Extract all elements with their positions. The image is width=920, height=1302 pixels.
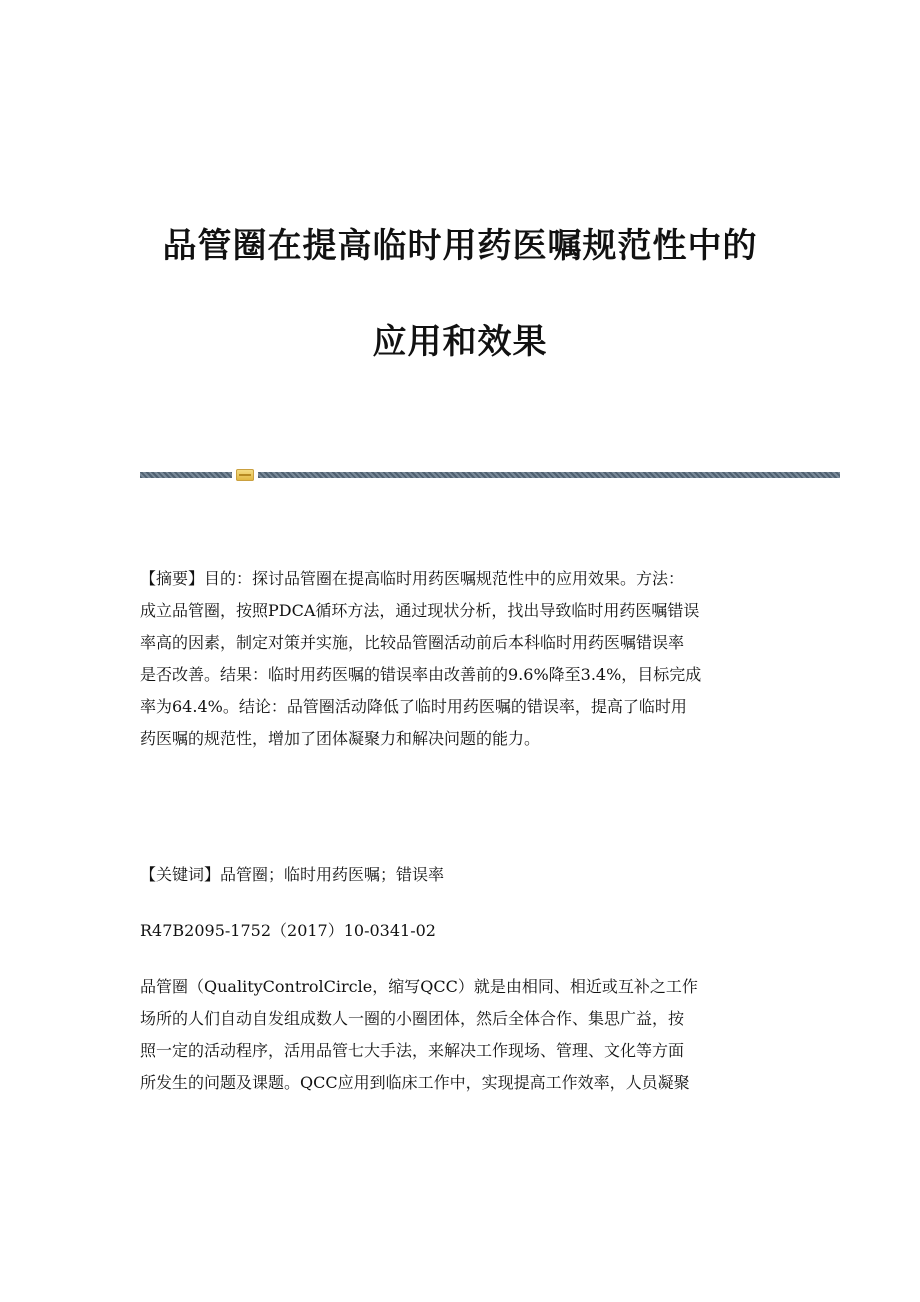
- divider-bar-right: [258, 472, 840, 478]
- intro-line: 所发生的问题及课题。QCC应用到临床工作中，实现提高工作效率，人员凝聚: [140, 1073, 690, 1092]
- abstract-line: 率高的因素，制定对策并实施，比较品管圈活动前后本科临时用药医嘱错误率: [140, 633, 685, 652]
- divider-bar-left: [140, 472, 232, 478]
- abstract-line: 率为64.4%。结论：品管圈活动降低了临时用药医嘱的错误率，提高了临时用: [140, 697, 687, 716]
- document-title-line-2: 应用和效果: [372, 322, 548, 362]
- abstract-line: 成立品管圈，按照PDCA循环方法，通过现状分析，找出导致临时用药医嘱错误: [140, 601, 700, 620]
- keywords-paragraph: [140, 859, 800, 891]
- title-divider: [140, 469, 840, 481]
- classification-line: R47B2095-1752（2017）10-0341-02: [140, 921, 436, 940]
- intro-line: 照一定的活动程序，活用品管七大手法，来解决工作现场、管理、文化等方面: [140, 1041, 685, 1060]
- document-title-line-1: 品管圈在提高临时用药医嘱规范性中的: [162, 226, 758, 266]
- keywords-line: 【关键词】品管圈；临时用药医嘱；错误率: [140, 865, 445, 884]
- abstract-line: 【摘要】目的：探讨品管圈在提高临时用药医嘱规范性中的应用效果。方法：: [140, 569, 685, 588]
- abstract-paragraph: [140, 563, 800, 755]
- intro-paragraph: [140, 971, 800, 1099]
- divider-emblem-icon: [236, 469, 254, 481]
- abstract-line: 是否改善。结果：临时用药医嘱的错误率由改善前的9.6%降至3.4%，目标完成: [140, 665, 702, 684]
- classification-code: [140, 915, 800, 947]
- intro-line: 场所的人们自动自发组成数人一圈的小圈团体，然后全体合作、集思广益，按: [140, 1009, 685, 1028]
- intro-line: 品管圈（QualityControlCircle，缩写QCC）就是由相同、相近或互补之工作: [140, 977, 698, 996]
- abstract-line: 药医嘱的规范性，增加了团体凝聚力和解决问题的能力。: [140, 729, 541, 748]
